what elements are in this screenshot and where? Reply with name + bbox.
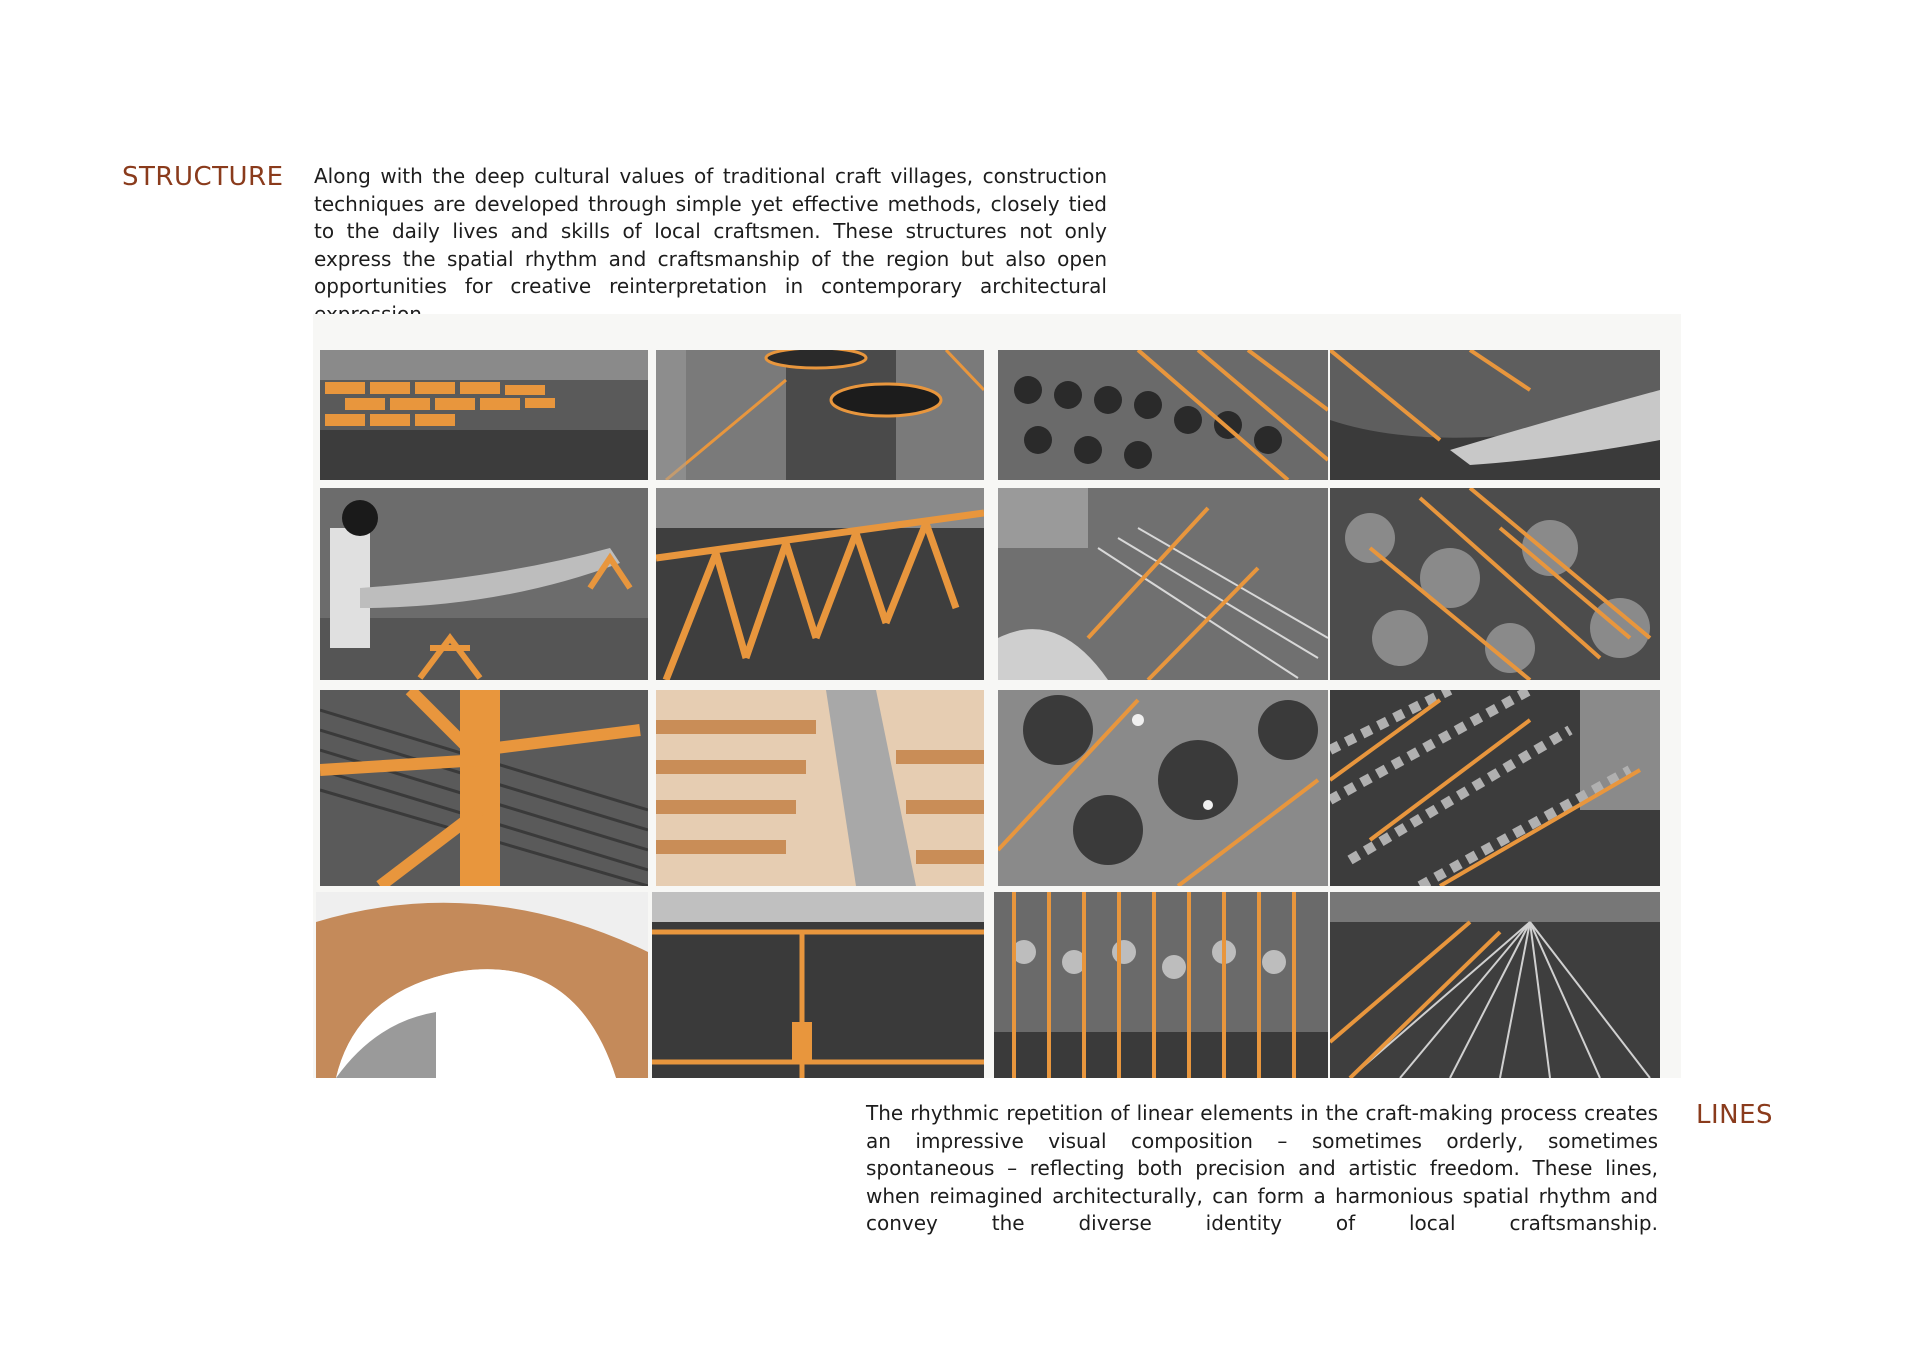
- photo-brick-wall: [320, 350, 648, 480]
- lines-heading: LINES: [1696, 1100, 1774, 1130]
- photo-kiln-cylinders: [656, 350, 984, 480]
- photo-dark-textures: [998, 690, 1328, 886]
- photo-boat-builder: [320, 488, 648, 680]
- photo-hand-weaving: [1330, 350, 1660, 480]
- photo-woven-mats: [1330, 488, 1660, 680]
- photo-wooden-frame: [656, 488, 984, 680]
- photo-workshop-interior: [652, 892, 984, 1078]
- lines-paragraph: The rhythmic repetition of linear elements in the craft-making process creates an impressive visual composition – sometimes orderly, sometimes spontaneous – reflecting both precision and artistic freedom. These lines, when reimagined architecturally, can form a harmonious spatial rhythm and convey the diverse identity of local craftsmanship.: [866, 1101, 1658, 1235]
- photo-vertical-poles: [994, 892, 1328, 1078]
- photo-roof-truss: [320, 690, 648, 886]
- structure-heading: STRUCTURE: [122, 162, 284, 192]
- photo-brick-arch: [316, 892, 648, 1078]
- photo-tile-rows: [1330, 690, 1660, 886]
- photo-pots-rows: [998, 350, 1328, 480]
- photo-radiating-lines: [1330, 892, 1660, 1078]
- photo-strands-diagonal: [998, 488, 1328, 680]
- photo-drying-racks: [656, 690, 984, 886]
- structure-paragraph: Along with the deep cultural values of traditional craft villages, construction techniques are developed through simple yet effective methods, closely tied to the daily lives and skills of local craftsmen. These structures not only express the spatial rhythm and craftsmanship of the region but also open opportunities for creative reinterpretation in contemporary architectural: [314, 164, 1107, 298]
